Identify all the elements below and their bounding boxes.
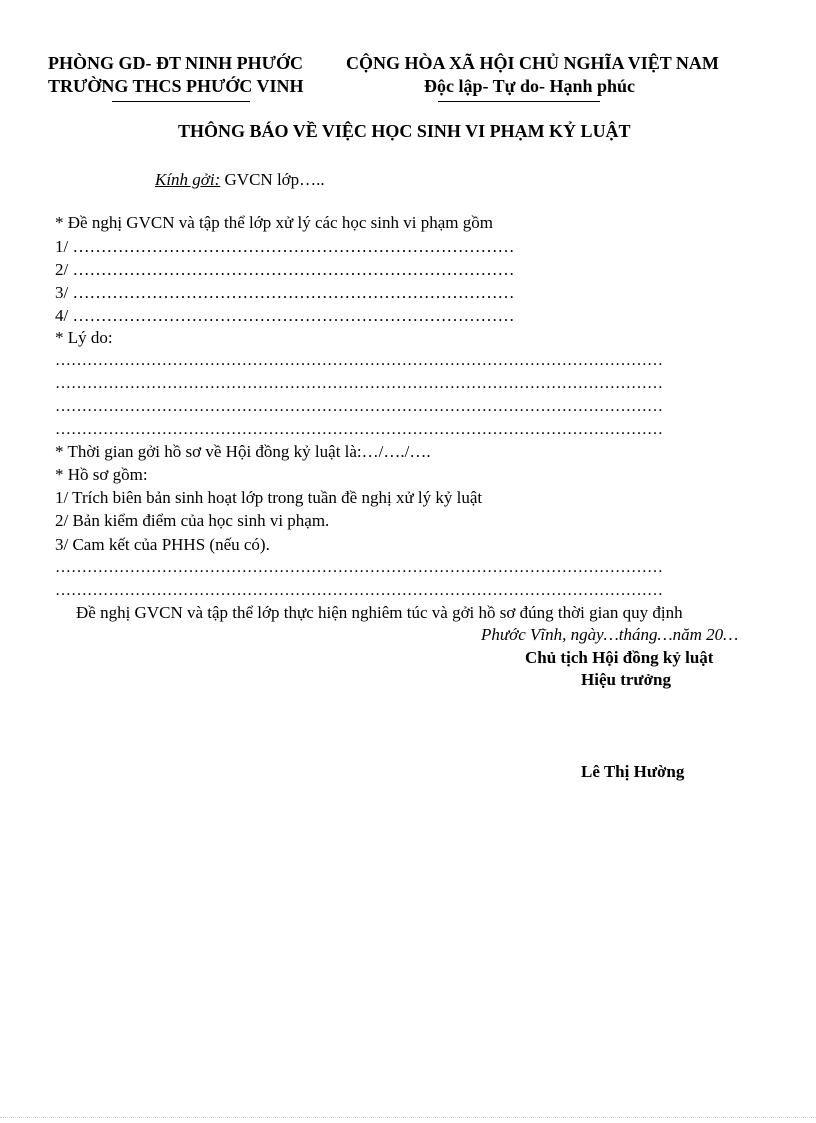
- greeting: [155, 170, 325, 190]
- student-line-1: 1/ ……………………………………………………………………: [55, 237, 515, 256]
- dossier-item-3: 3/ Cam kết của PHHS (nếu có).: [55, 535, 270, 554]
- reason-line-2: ……………………………………………………………………………………………………: [55, 375, 663, 392]
- student-line-3: 3/ ……………………………………………………………………: [55, 283, 515, 302]
- signer-role-principal: Hiệu trưởng: [581, 670, 671, 689]
- student-line-2: 2/ ……………………………………………………………………: [55, 260, 515, 279]
- student-line-4: 4/ ……………………………………………………………………: [55, 306, 515, 325]
- page-title: THÔNG BÁO VỀ VIỆC HỌC SINH VI PHẠM KỶ LUẬT: [178, 121, 631, 141]
- page-edge-divider: [0, 1117, 816, 1118]
- dossier-item-1: 1/ Trích biên bản sinh hoạt lớp trong tuần đề nghị xử lý kỷ luật: [55, 488, 483, 507]
- reason-label: * Lý do:: [55, 328, 113, 347]
- greeting-label: Kính gởi:: [155, 170, 221, 189]
- closing-request: Đề nghị GVCN và tập thể lớp thực hiện nghiêm túc và gởi hồ sơ đúng thời gian quy định: [76, 603, 683, 622]
- dossier-label: * Hồ sơ gồm:: [55, 465, 148, 484]
- signer-name: Lê Thị Hường: [581, 762, 685, 781]
- school-underline: [112, 101, 250, 102]
- dossier-item-2: 2/ Bản kiểm điểm của học sinh vi phạm.: [55, 511, 330, 530]
- school-department: PHÒNG GD- ĐT NINH PHƯỚC: [48, 53, 303, 73]
- reason-line-1: ……………………………………………………………………………………………………: [55, 352, 663, 369]
- national-title: CỘNG HÒA XÃ HỘI CHỦ NGHĨA VIỆT NAM: [346, 53, 719, 73]
- signer-role-chairman: Chủ tịch Hội đồng kỷ luật: [525, 648, 714, 667]
- reason-line-4: ……………………………………………………………………………………………………: [55, 421, 663, 438]
- greeting-text: GVCN lớp…..: [220, 170, 325, 189]
- school-name: TRƯỜNG THCS PHƯỚC VINH: [48, 76, 304, 96]
- extra-line-2: ……………………………………………………………………………………………………: [55, 582, 663, 599]
- reason-line-3: ……………………………………………………………………………………………………: [55, 398, 663, 415]
- date-place: Phước Vĩnh, ngày…tháng…năm 20…: [481, 625, 739, 644]
- extra-line-1: ……………………………………………………………………………………………………: [55, 559, 663, 576]
- request-line: * Đề nghị GVCN và tập thể lớp xử lý các học sinh vi phạm gồm: [55, 213, 493, 232]
- motto-underline: [438, 101, 600, 102]
- national-motto: Độc lập- Tự do- Hạnh phúc: [424, 76, 636, 96]
- deadline-line: * Thời gian gởi hồ sơ về Hội đồng kỷ luật là:…/…./….: [55, 442, 431, 461]
